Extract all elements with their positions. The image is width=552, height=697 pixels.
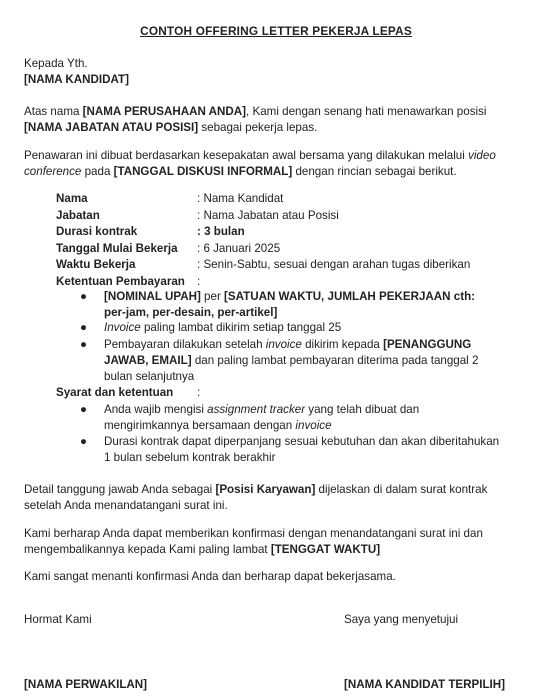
position-name: [NAMA JABATAN ATAU POSISI] xyxy=(24,121,199,134)
candidate-name: [NAMA KANDIDAT TERPILIH] xyxy=(344,678,506,691)
representative-name: [NAMA PERWAKILAN] xyxy=(24,678,148,691)
discussion-date: [TANGGAL DISKUSI INFORMAL] xyxy=(113,165,293,178)
detail-row-name: Nama : Nama Kandidat xyxy=(56,192,284,205)
role-name: [Posisi Karyawan] xyxy=(215,483,316,496)
confirmation-paragraph: Kami berharap Anda dapat memberikan konfirmasi dengan menandatangani surat ini dan mengembalikannya kepada Kami paling lambat [TENGGAT WAKTU] xyxy=(24,527,483,556)
bullet-icon: ● xyxy=(80,321,88,334)
bullet-icon: ● xyxy=(80,403,88,416)
greeting xyxy=(24,56,524,88)
deadline: [TENGGAT WAKTU] xyxy=(270,543,381,556)
letter-title: CONTOH OFFERING LETTER PEKERJA LEPAS xyxy=(140,24,412,38)
recipient-name: [NAMA KANDIDAT] xyxy=(24,73,129,86)
sign-off-right: Saya yang menyetujui xyxy=(344,613,459,626)
detail-row-work-time: Waktu Bekerja : Senin-Sabtu, sesuai dengan arahan tugas diberikan xyxy=(56,258,471,271)
detail-row-position: Jabatan : Nama Jabatan atau Posisi xyxy=(56,208,339,222)
offer-basis-paragraph: Penawaran ini dibuat berdasarkan kesepakatan awal bersama yang dilakukan melalui video conference pada [TANGGAL DISKUSI INFORMAL] dengan rincian sebagai berikut. xyxy=(24,149,496,178)
detail-row-payment: Ketentuan Pembayaran : xyxy=(56,274,201,288)
intro-paragraph: Atas nama [NAMA PERUSAHAAN ANDA], Kami dengan senang hati menawarkan posisi [NAMA JABATAN ATAU POSISI] sebagai pekerja lepas. xyxy=(24,105,487,134)
offering-letter: CONTOH OFFERING LETTER PEKERJA LEPAS Kepada Yth. [NAMA KANDIDAT] Atas nama [NAMA PERUSAHAAN ANDA], Kami dengan senang hati menawarkan posisi [NAMA JABATAN ATAU POSISI] sebagai pekerja lepas. Penawaran ini dibuat berdasarkan kesepakatan awal bersama yang dilakukan melalui video conference pada [TANGGAL DISKUSI INFORMAL] dengan rincian sebagai berikut. Nama : Nama Kandidat Jabatan : Nama Jabatan atau Posisi Durasi kontrak : 3 bulan Tanggal Mulai Bekerja : 6 Januari 2025 Waktu Bekerja : Senin-Sabtu, sesuai dengan arahan tugas diberikan Ketentuan Pembayaran : ● [NOMINAL UPAH] per [SATUAN WAKTU, JUMLAH PEKERJAAN cth: per-jam, per-desain, per-artikel] ● Invoice paling lambat dikirim setiap tanggal 25 ● Pembayaran dilakukan setelah invoice dikirim kepada [PENANGGUNG JAWAB, EMAIL] dan paling lambat pembayaran diterima pada tanggal 2 bulan selanjutnya Syarat dan ketentuan : ● Anda wajib mengisi assignment tracker yang telah dibuat dan mengirimkannya bersamaan dengan invoice ● Durasi kontrak dapat diperpanjang sesuai kebutuhan dan akan diberitahukan 1 bulan sebelum kontrak berakhir Detail tanggung jawab Anda sebagai [Posisi Karyawan] dijelaskan di dalam surat kontrak setelah Anda menandatangani surat ini. Kami berharap Anda dapat memberikan konfirmasi dengan menandatangani surat ini dan mengembalikannya kepada Kami paling lambat [TENGGAT WAKTU] Kami sangat menanti konfirmasi Anda dan berharap dapat bekerjasama. Hormat Kami Saya yang menyetujui [NAMA PERWAKILAN] [NAMA KANDIDAT TERPILIH] xyxy=(0,0,552,697)
sign-off-left: Hormat Kami xyxy=(24,613,92,626)
bullet-icon: ● xyxy=(80,338,88,351)
bullet-icon: ● xyxy=(80,290,88,303)
detail-row-duration: Durasi kontrak : 3 bulan xyxy=(56,225,245,238)
company-name: [NAMA PERUSAHAAN ANDA] xyxy=(82,105,247,118)
detail-row-start-date: Tanggal Mulai Bekerja : 6 Januari 2025 xyxy=(56,241,281,255)
bullet-icon: ● xyxy=(80,435,88,448)
closing-paragraph: Kami sangat menanti konfirmasi Anda dan berharap dapat bekerjasama. xyxy=(24,570,396,583)
terms-heading: Syarat dan ketentuan : xyxy=(56,386,201,399)
offer-details xyxy=(56,191,536,290)
responsibility-paragraph: Detail tanggung jawab Anda sebagai [Posisi Karyawan] dijelaskan di dalam surat kontrak setelah Anda menandatangani surat ini. xyxy=(24,483,488,512)
greeting-line: Kepada Yth. xyxy=(24,57,88,70)
